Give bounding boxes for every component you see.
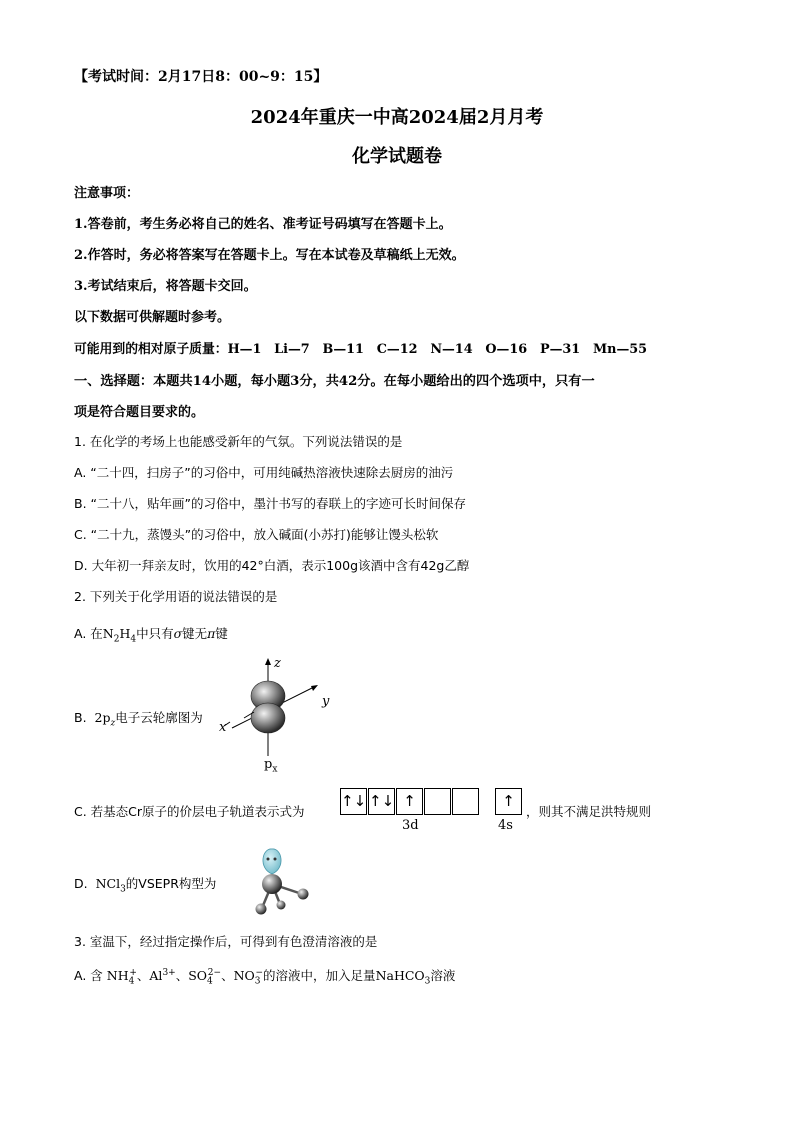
atomic-mass-line: 可能用到的相对原子质量：H—1 Li—7 B—11 C—12 N—14 O—16 P—31 Mn—55 (74, 342, 648, 357)
notice-heading: 注意事项： (74, 186, 140, 201)
orbital-box: ↑↓ (340, 788, 367, 815)
label-3d: 3d (402, 818, 419, 833)
q2-option-a: A. 在$N_2H_4$中只有σ键无π键 (74, 626, 228, 645)
orbital-box: ↑↓ (368, 788, 395, 815)
exam-subtitle: 化学试题卷 (352, 146, 442, 167)
q2-stem: 2. 下列关于化学用语的说法错误的是 (74, 589, 278, 604)
reference-note: 以下数据可供解题时参考。 (74, 310, 231, 325)
q2-option-b: B. $2p_z$电子云轮廓图为 (74, 710, 203, 729)
q1-option-a: A. “二十四，扫房子”的习俗中，可用纯碱热溶液快速除去厨房的油污 (74, 465, 454, 480)
exam-time: 【考试时间：2月17日8：00~9：15】 (74, 69, 328, 85)
section-heading-line2: 项是符合题目要求的。 (74, 405, 205, 420)
axis-x-label: x (219, 720, 227, 735)
q2-option-c-prefix: C. 若基态Cr原子的价层电子轨道表示式为 (74, 804, 305, 819)
q2-option-d: D. NCl$_3$的VSEPR构型为 (74, 876, 217, 895)
section-heading-line1: 一、选择题：本题共14小题，每小题3分，共42分。在每小题给出的四个选项中，只有一 (74, 374, 595, 389)
exam-title: 2024年重庆一中高2024届2月月考 (250, 107, 544, 128)
orbital-box (452, 788, 479, 815)
vsepr-model (244, 846, 314, 918)
q3-option-a: A. 含 $NH_4^+$、$Al^{3+}$、$SO_4^{2-}$、$NO_3^-$的溶液中，加入足量NaHCO$_3$溶液 (74, 967, 456, 987)
notice-item-2: 2.作答时，务必将答案写在答题卡上。写在本试卷及草稿纸上无效。 (74, 248, 465, 263)
orbital-caption: $p_x$ (264, 757, 278, 775)
axis-z-label: z (274, 656, 281, 671)
orbital-boxes-3d (340, 788, 480, 815)
orbital-box (424, 788, 451, 815)
notice-item-1: 1.答卷前，考生务必将自己的姓名、准考证号码填写在答题卡上。 (74, 217, 452, 232)
q3-stem: 3. 室温下，经过指定操作后，可得到有色澄清溶液的是 (74, 934, 378, 949)
q1-option-d: D. 大年初一拜亲友时，饮用的42°白酒，表示100g该酒中含有42g乙醇 (74, 558, 470, 573)
q1-stem: 1. 在化学的考场上也能感受新年的气氛。下列说法错误的是 (74, 434, 403, 449)
q1-option-b: B. “二十八，贴年画”的习俗中，墨汁书写的春联上的字迹可长时间保存 (74, 496, 466, 511)
notice-item-3: 3.考试结束后，将答题卡交回。 (74, 279, 257, 294)
q2-option-c-suffix: ，则其不满足洪特规则 (526, 804, 652, 819)
orbital-boxes-4s (495, 788, 522, 815)
q1-option-c: C. “二十九，蒸馒头”的习俗中，放入碱面(小苏打)能够让馒头松软 (74, 527, 439, 542)
orbital-box: ↑ (396, 788, 423, 815)
label-4s: 4s (498, 818, 513, 833)
axis-y-label: y (322, 694, 330, 709)
orbital-box: ↑ (495, 788, 522, 815)
